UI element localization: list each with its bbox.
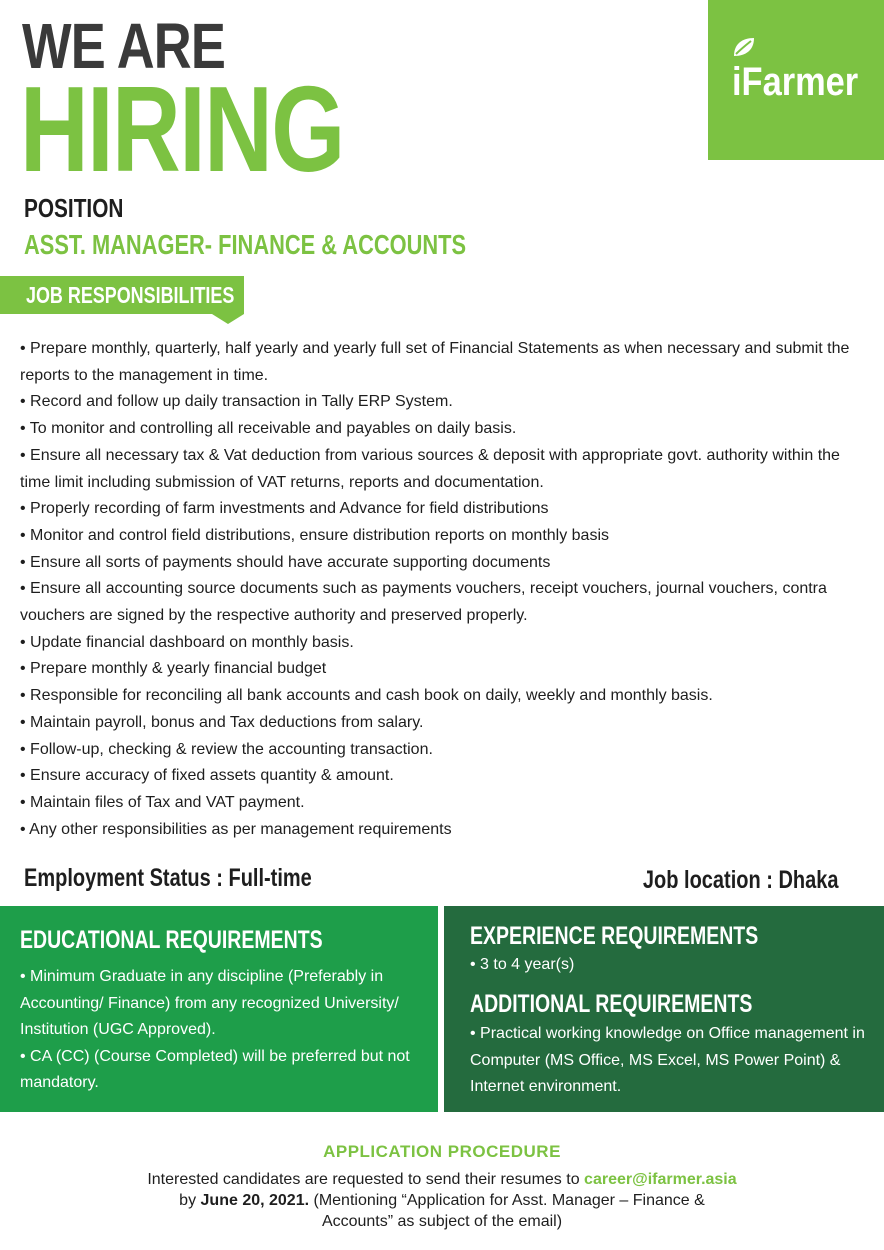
job-location: Job location : Dhaka [642,866,838,894]
position-label: POSITION [24,193,124,223]
list-item: • CA (CC) (Course Completed) will be preferred but not mandatory. [20,1047,410,1091]
employment-status: Employment Status : Full-time [24,864,312,892]
list-item: • Practical working knowledge on Office management in Computer (MS Office, MS Excel, MS Power Point) & Internet environment. [470,1025,865,1095]
list-item: • Maintain files of Tax and VAT payment. [20,793,305,811]
logo-text: iFarmer [732,60,859,104]
headline-hiring: HIRING [20,61,344,197]
list-item: • Any other responsibilities as per management requirements [20,820,452,838]
application-procedure-heading: APPLICATION PROCEDURE [323,1142,561,1161]
list-item: • Follow-up, checking & review the accounting transaction. [20,740,433,758]
list-item: • Record and follow up daily transaction in Tally ERP System. [20,393,453,411]
application-line-2 [0,1191,884,1211]
list-item: • 3 to 4 year(s) [470,956,575,973]
additional-requirements-text [470,1021,866,1101]
leaf-icon [732,36,756,58]
list-item: • Properly recording of farm investments and Advance for field distributions [20,500,549,518]
educational-requirements-heading: EDUCATIONAL REQUIREMENTS [20,926,323,954]
list-item: • Ensure all sorts of payments should have accurate supporting documents [20,553,551,571]
experience-requirements-panel [444,906,884,1112]
banner-notch [212,314,244,324]
application-deadline: June 20, 2021. [200,1192,310,1209]
application-text: (Mentioning “Application for Asst. Manager – Finance & [313,1192,705,1209]
list-item: • Update financial dashboard on monthly basis. [20,633,354,651]
list-item: • Ensure all necessary tax & Vat deduction from various sources & deposit with appropriate govt. authority within the time limit including submission of VAT returns, reports and documentation. [20,446,840,491]
list-item: • Maintain payroll, bonus and Tax deductions from salary. [20,713,424,731]
list-item: • Responsible for reconciling all bank accounts and cash book on daily, weekly and monthly basis. [20,687,713,705]
experience-requirements-heading: EXPERIENCE REQUIREMENTS [470,922,759,950]
list-item: • Prepare monthly, quarterly, half yearly and yearly full set of Financial Statements as when necessary and submit the reports to the management in time. [20,340,850,384]
educational-requirements-panel [0,906,438,1112]
headline-we-are: WE ARE [22,10,226,82]
application-text: by [179,1192,197,1209]
additional-requirements-heading: ADDITIONAL REQUIREMENTS [470,990,753,1018]
list-item: • Ensure all accounting source documents such as payments vouchers, receipt vouchers, journal vouchers, contra vouchers are signed by the respective authority and preserved properly. [20,580,827,625]
educational-requirements-text [20,964,426,1097]
ifarmer-logo [708,0,884,160]
list-item: • Ensure accuracy of fixed assets quantity & amount. [20,767,394,785]
application-line-3: Accounts” as subject of the email) [321,1213,563,1230]
job-responsibilities-heading: JOB RESPONSIBILITIES [26,282,235,308]
list-item: • Monitor and control field distributions, ensure distribution reports on monthly basis [20,526,610,544]
list-item: • Prepare monthly & yearly financial budget [20,660,327,678]
responsibilities-list [20,336,860,843]
application-text: Interested candidates are requested to send their resumes to [147,1171,580,1188]
career-email-link[interactable]: career@ifarmer.asia [584,1171,737,1188]
experience-requirements-text [470,952,870,979]
list-item: • To monitor and controlling all receivable and payables on daily basis. [20,420,517,438]
position-title: ASST. MANAGER- FINANCE & ACCOUNTS [24,229,467,260]
list-item: • Minimum Graduate in any discipline (Preferably in Accounting/ Finance) from any recognized University/ Institution (UGC Approved). [20,968,399,1038]
application-line-1 [0,1170,884,1190]
job-responsibilities-banner [0,276,244,314]
